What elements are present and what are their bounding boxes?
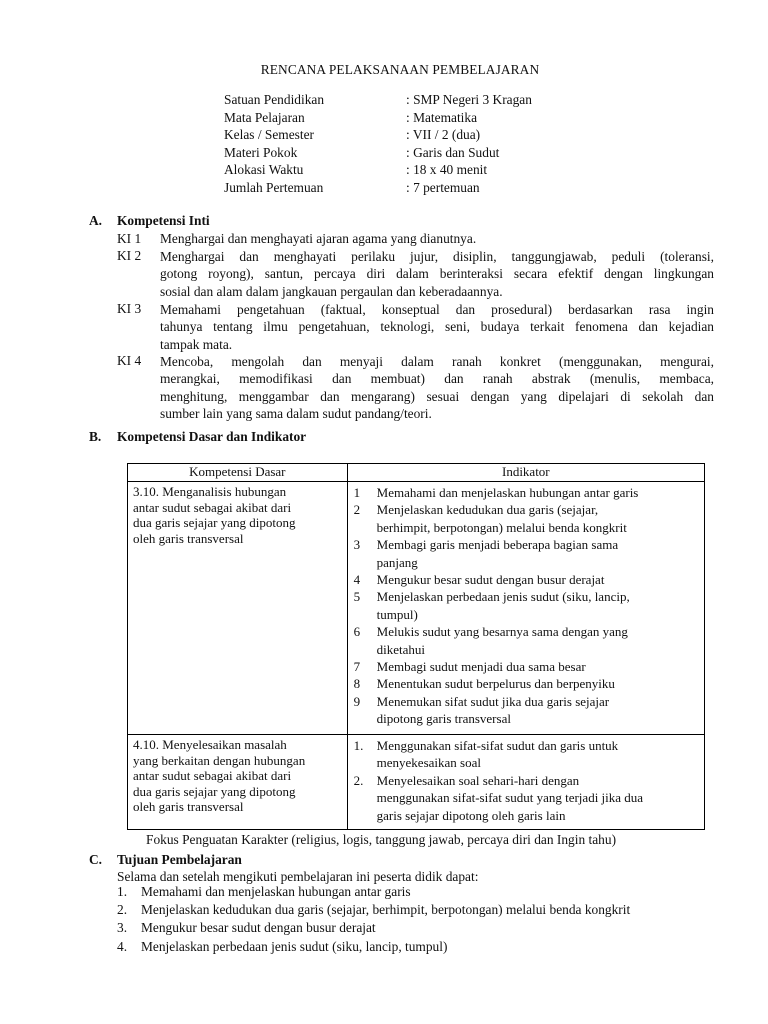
table-header-cell: Kompetensi Dasar [128, 464, 348, 482]
section-a-title: Kompetensi Inti [117, 213, 210, 228]
indicator-number: 1 [353, 485, 361, 500]
ki-text [160, 353, 714, 423]
indicator-line: garis sejajar dipotong oleh garis lain [376, 807, 566, 823]
indikator-cell [347, 735, 704, 830]
ki-line: tahunya tentang ilmu pengetahuan, teknologi, seni, budaya terkait fenomena dan kejadian [160, 319, 714, 335]
indicator-line: Melukis sudut yang besarnya sama dengan yang [376, 624, 628, 640]
ki-code: KI 3 [117, 301, 142, 316]
list-item [117, 902, 630, 920]
indicator-line: berhimpit, berpotongan) melalui benda kongkrit [376, 519, 627, 535]
kd-indikator-table [127, 463, 705, 830]
ki-line: Memahami pengetahuan (faktual, konseptual dan prosedural) berdasarkan rasa ingin [160, 301, 714, 317]
kd-line: antar sudut sebagai akibat dari [133, 499, 292, 515]
indicator-number: 8 [353, 676, 361, 692]
ki-line: menghitung, menggambar dan mengarang) sesuai dengan yang dipelajari di sekolah dan [160, 388, 714, 404]
kd-line: dua garis sejajar yang dipotong [133, 515, 296, 530]
list-item-text: Menjelaskan perbedaan jenis sudut (siku, lancip, tumpul) [141, 938, 448, 954]
ki-line: Mencoba, mengolah dan menyaji dalam ranah konkret (menggunakan, mengurai, [160, 353, 714, 369]
indicator-number: 2. [353, 772, 364, 788]
indicator-number: 7 [353, 659, 361, 675]
indicator-item [354, 588, 700, 623]
ki-text [160, 230, 714, 248]
indicator-number: 2 [353, 502, 361, 518]
list-item-number: 3. [117, 920, 128, 936]
identity-label: Alokasi Waktu [224, 162, 304, 177]
list-item-text: Menjelaskan kedudukan dua garis (sejajar, berhimpit, berpotongan) melalui benda kongkrit [141, 902, 631, 918]
section-b-title: Kompetensi Dasar dan Indikator [117, 429, 307, 444]
indicator-line: Memahami dan menjelaskan hubungan antar garis [376, 485, 639, 500]
kd-line: 4.10. Menyelesaikan masalah [133, 737, 287, 752]
indicator-line: Menentukan sudut berpelurus dan berpenyiku [376, 676, 615, 692]
kd-line: dua garis sejajar yang dipotong [133, 783, 296, 799]
section-c-letter: C. [89, 852, 103, 867]
ki-text [160, 248, 714, 301]
indicator-line: tumpul) [376, 606, 418, 622]
ki-code: KI 2 [117, 248, 142, 263]
section-b-letter: B. [89, 429, 102, 444]
indicator-item [354, 737, 700, 772]
indicator-item [354, 693, 700, 728]
indicator-item [354, 772, 700, 824]
tujuan-intro: Selama dan setelah mengikuti pembelajaran ini peserta didik dapat: [117, 869, 479, 884]
indicator-line: Menjelaskan perbedaan jenis sudut (siku, lancip, [376, 589, 630, 605]
ki-line: sosial dan alam dalam jangkauan pergaulan dan keberadaannya. [160, 283, 503, 299]
indicator-number: 6 [353, 624, 361, 640]
kd-line: 3.10. Menganalisis hubungan [133, 484, 287, 499]
list-item-text: Memahami dan menjelaskan hubungan antar garis [141, 884, 411, 899]
indicator-number: 4 [353, 572, 361, 588]
kd-line: yang berkaitan dengan hubungan [133, 752, 306, 768]
indicator-number: 9 [353, 693, 361, 709]
identity-label: Materi Pokok [224, 144, 298, 160]
ki-line: Menghargai dan menghayati perilaku jujur, disiplin, tanggungjawab, peduli (toleransi, [160, 248, 714, 264]
ki-line: tampak mata. [160, 336, 233, 352]
indicator-item [354, 501, 700, 536]
list-item [117, 884, 630, 902]
ki-code: KI 1 [117, 231, 142, 246]
ki-code: KI 4 [117, 353, 142, 368]
ki-line: merangkai, memodifikasi dan membuat) dan ranah abstrak (menulis, membaca, [160, 371, 714, 387]
identity-value: : VII / 2 (dua) [406, 127, 481, 142]
indicator-number: 1. [353, 738, 364, 753]
table-header-row [128, 464, 705, 482]
table-row [128, 482, 705, 735]
indicator-item [354, 658, 700, 675]
list-item-number: 1. [117, 884, 128, 899]
indicator-line: Mengukur besar sudut dengan busur derajat [376, 572, 605, 588]
section-a-letter: A. [89, 213, 103, 228]
ki-line: gotong royong), santun, percaya diri dalam berinteraksi secara efektif dengan lingkungan [160, 266, 714, 282]
identity-label: Satuan Pendidikan [224, 92, 325, 107]
kd-line: antar sudut sebagai akibat dari [133, 768, 292, 783]
list-item [117, 920, 630, 938]
list-item-number: 2. [117, 902, 128, 918]
indicator-line: diketahui [376, 641, 426, 657]
section-c-title: Tujuan Pembelajaran [117, 852, 242, 867]
page-title: RENCANA PELAKSANAAN PEMBELAJARAN [260, 62, 540, 77]
indicator-line: Menjelaskan kedudukan dua garis (sejajar, [376, 502, 599, 518]
ki-line: Menghargai dan menghayati ajaran agama yang dianutnya. [160, 231, 477, 246]
identity-value: : 18 x 40 menit [406, 162, 488, 177]
indicator-item [354, 571, 700, 588]
identity-value: : Matematika [406, 109, 478, 125]
tujuan-list [117, 884, 630, 957]
indikator-cell [347, 482, 704, 735]
indicator-item [354, 484, 700, 501]
indicator-line: panjang [376, 554, 418, 570]
identity-value: : SMP Negeri 3 Kragan [406, 92, 532, 107]
table-header-cell: Indikator [347, 464, 704, 482]
indicator-number: 5 [353, 589, 361, 605]
indicator-line: Menemukan sifat sudut jika dua garis sejajar [376, 693, 610, 709]
kd-cell [128, 735, 348, 830]
indicator-item [354, 536, 700, 571]
kd-cell [128, 482, 348, 735]
identity-label: Mata Pelajaran [224, 109, 305, 125]
indicator-line: Membagi garis menjadi beberapa bagian sama [376, 537, 619, 553]
indicator-line: Membagi sudut menjadi dua sama besar [376, 659, 586, 675]
identity-value: : 7 pertemuan [406, 179, 480, 195]
fokus-karakter: Fokus Penguatan Karakter (religius, logis, tanggung jawab, percaya diri dan Ingin tahu) [146, 832, 617, 847]
indicator-line: menggunakan sifat-sifat sudut yang terjadi jika dua [376, 790, 644, 806]
list-item-text: Mengukur besar sudut dengan busur derajat [141, 920, 376, 936]
list-item-number: 4. [117, 938, 128, 954]
indicator-line: Menggunakan sifat-sifat sudut dan garis untuk [376, 738, 619, 753]
identity-label: Jumlah Pertemuan [224, 179, 324, 195]
indicator-item [354, 623, 700, 658]
indicator-item [354, 675, 700, 692]
list-item [117, 939, 630, 957]
identity-value: : Garis dan Sudut [406, 144, 500, 160]
table-row [128, 735, 705, 830]
ki-line: sumber lain yang sama dalam sudut pandang/teori. [160, 406, 432, 422]
kd-line: oleh garis transversal [133, 530, 244, 546]
indicator-line: Menyelesaikan soal sehari-hari dengan [376, 772, 580, 788]
ki-text [160, 301, 714, 354]
indicator-number: 3 [353, 537, 361, 553]
indicator-line: menyekesaikan soal [376, 755, 481, 771]
identity-label: Kelas / Semester [224, 127, 314, 142]
indicator-line: dipotong garis transversal [376, 711, 511, 727]
kd-line: oleh garis transversal [133, 799, 244, 814]
